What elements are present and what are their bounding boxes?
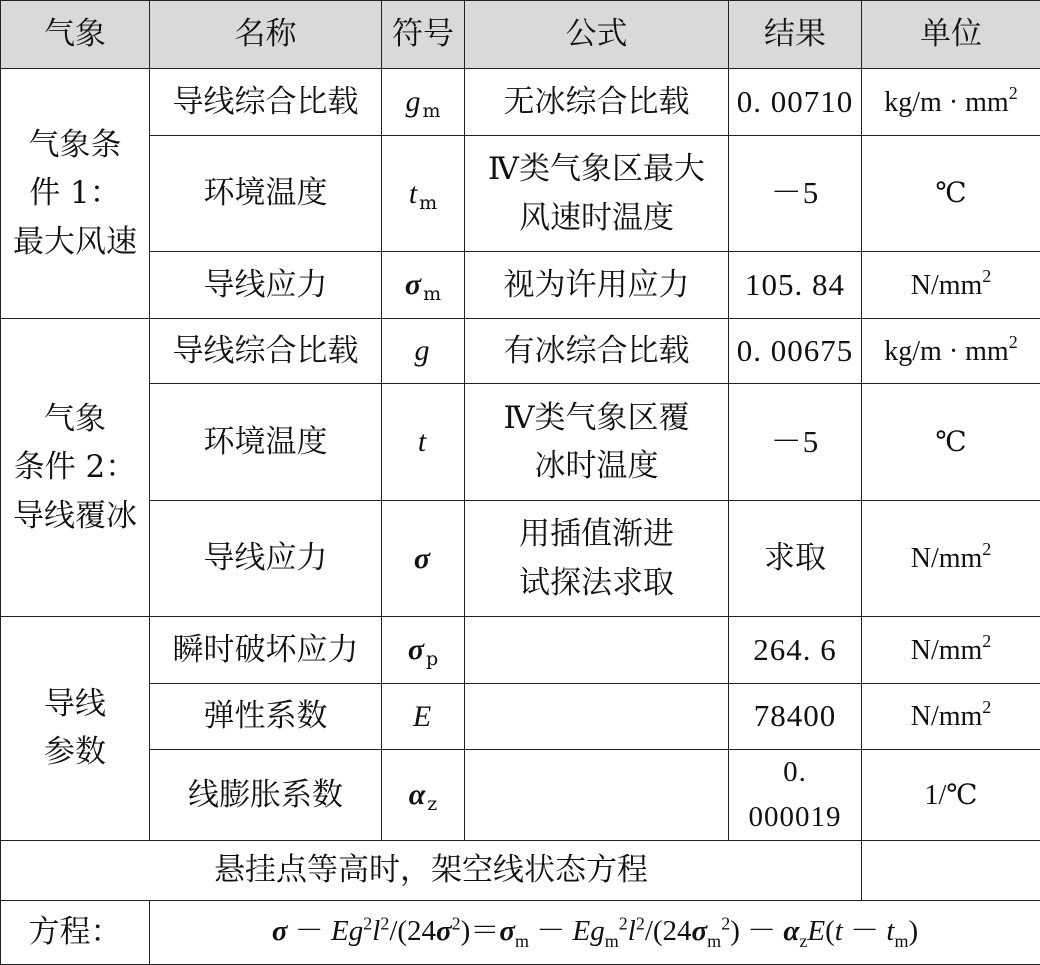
row-unit: $kg/m \cdot mm^2$ (862, 319, 1040, 384)
row-unit: $kg/m \cdot mm^2$ (862, 69, 1040, 136)
row-symbol: σ $_m$ (382, 252, 465, 319)
header-name: 名称 (150, 1, 382, 69)
footer-equation-row (1, 900, 1040, 964)
row-formula: Ⅳ类气象区最大 风速时温度 (465, 136, 729, 252)
row-name: 导线综合比载 (150, 319, 382, 384)
state-equation: $\sigma - Eg^2l^2/(24\sigma^2)=\sigma_m - Eg_m^2l^2/(24\sigma_m^2) - \alpha_zE(t - t_m)$ (150, 900, 1040, 964)
row-result: 0. 00675 (729, 319, 862, 384)
row-name: 环境温度 (150, 384, 382, 501)
header-result: 结果 (729, 1, 862, 69)
row-unit: 1/℃ (862, 750, 1040, 841)
row-name: 导线应力 (150, 501, 382, 617)
row-name: 环境温度 (150, 136, 382, 252)
table-row (1, 69, 1040, 136)
row-formula: 无冰综合比载 (465, 69, 729, 136)
row-formula: 用插值渐进 试探法求取 (465, 501, 729, 617)
footer-empty-cell (862, 840, 1040, 900)
row-formula (465, 750, 729, 841)
table-row (1, 617, 1040, 684)
table-row (1, 684, 1040, 750)
table-row (1, 136, 1040, 252)
row-formula: 视为许用应力 (465, 252, 729, 319)
row-symbol: E (382, 684, 465, 750)
table-row (1, 252, 1040, 319)
row-symbol: t $_m$ (382, 136, 465, 252)
table-row (1, 750, 1040, 841)
row-name: 弹性系数 (150, 684, 382, 750)
row-result: 0. 000019 (729, 750, 862, 841)
row-symbol: g $_m$ (382, 69, 465, 136)
row-symbol: g (382, 319, 465, 384)
header-unit: 单位 (862, 1, 1040, 69)
row-symbol: σ (382, 501, 465, 617)
row-result: 264. 6 (729, 617, 862, 684)
header-symbol: 符号 (382, 1, 465, 69)
footer-note-row (1, 840, 1040, 900)
table-row (1, 319, 1040, 384)
table-row (1, 501, 1040, 617)
row-unit: $N/mm^2$ (862, 501, 1040, 617)
row-symbol: σ $_p$ (382, 617, 465, 684)
equation-label: 方程： (1, 900, 150, 964)
row-unit: $N/mm^2$ (862, 252, 1040, 319)
row-unit: ℃ (862, 384, 1040, 501)
header-row (1, 1, 1040, 69)
row-name: 线膨胀系数 (150, 750, 382, 841)
group-label-max-wind: 气象条 件 1： 最大风速 (1, 69, 150, 319)
row-name: 导线应力 (150, 252, 382, 319)
row-result: 0. 00710 (729, 69, 862, 136)
row-name: 导线综合比载 (150, 69, 382, 136)
state-equation-note: 悬挂点等高时，架空线状态方程 (1, 840, 862, 900)
header-weather: 气象 (1, 1, 150, 69)
row-result: －5 (729, 136, 862, 252)
table-row (1, 384, 1040, 501)
group-label-conductor-params: 导线 参数 (1, 617, 150, 841)
row-unit: $N/mm^2$ (862, 617, 1040, 684)
row-formula: Ⅳ类气象区覆 冰时温度 (465, 384, 729, 501)
row-result: 105. 84 (729, 252, 862, 319)
row-formula (465, 617, 729, 684)
row-unit: $N/mm^2$ (862, 684, 1040, 750)
group-label-icing: 气象 条件 2： 导线覆冰 (1, 319, 150, 617)
row-result: －5 (729, 384, 862, 501)
row-symbol: α $_z$ (382, 750, 465, 841)
row-result: 求取 (729, 501, 862, 617)
row-result: 78400 (729, 684, 862, 750)
row-formula: 有冰综合比载 (465, 319, 729, 384)
row-symbol: t (382, 384, 465, 501)
row-name: 瞬时破坏应力 (150, 617, 382, 684)
row-formula (465, 684, 729, 750)
row-unit: ℃ (862, 136, 1040, 252)
header-formula: 公式 (465, 1, 729, 69)
